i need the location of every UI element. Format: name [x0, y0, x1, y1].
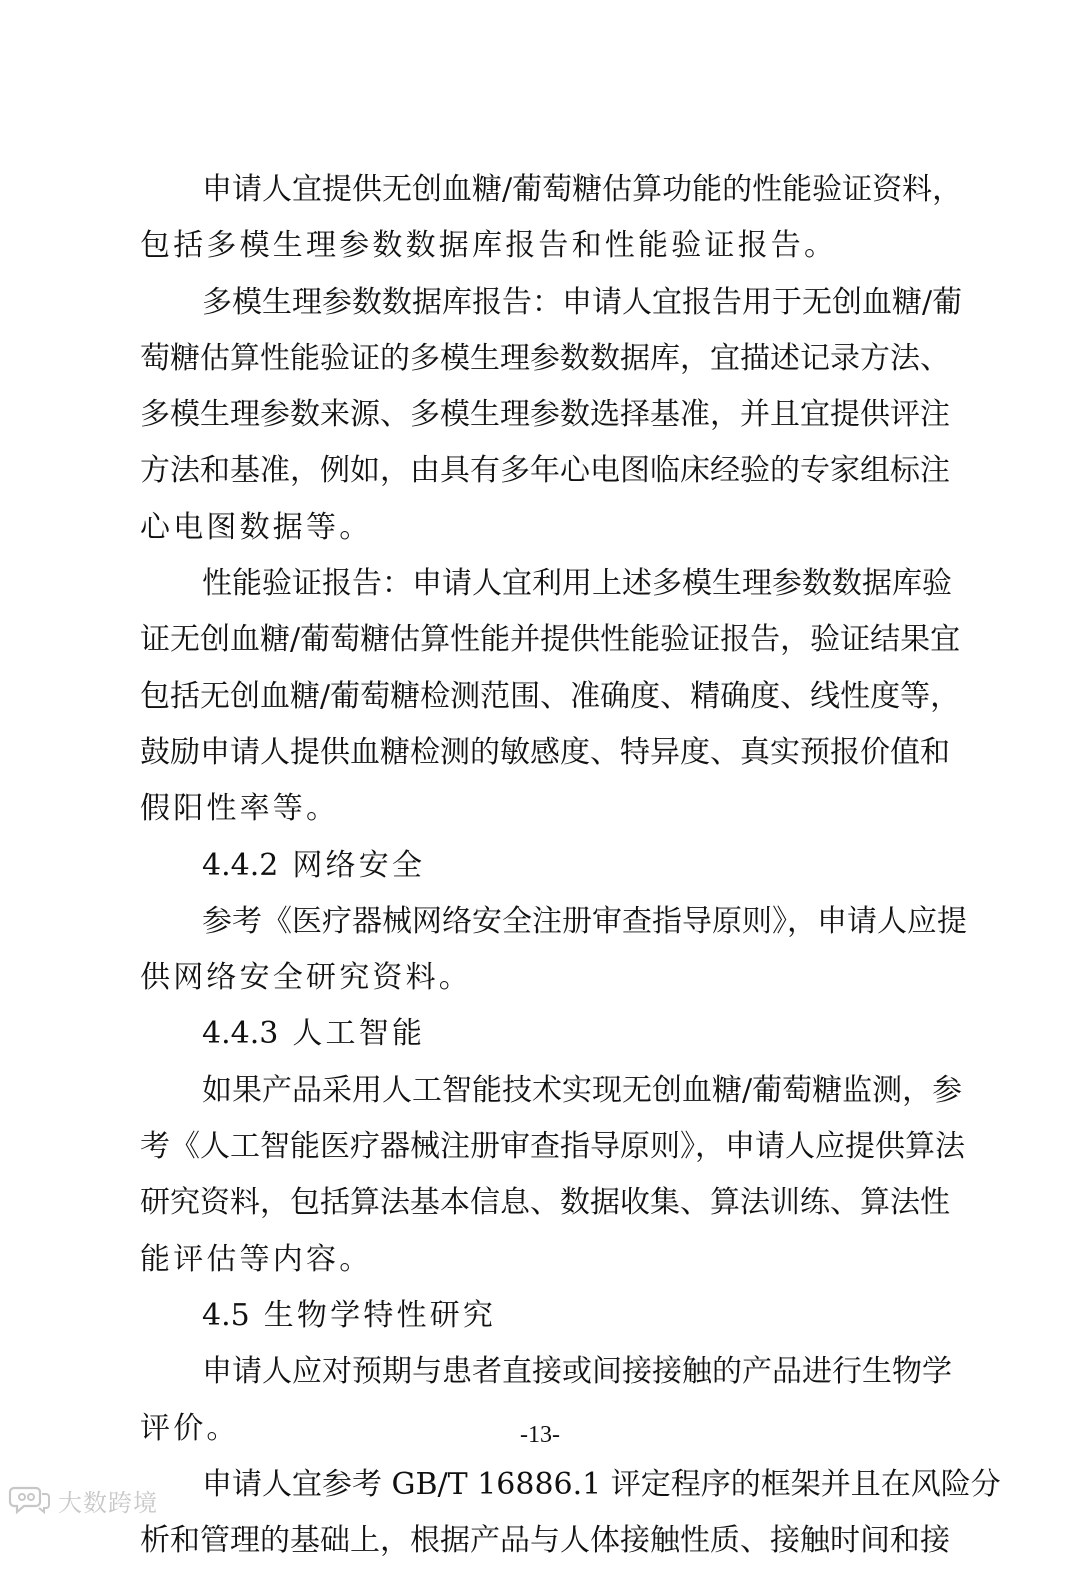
paragraph-line: 申请人宜提供无创血糖/葡萄糖估算功能的性能验证资料，: [202, 172, 963, 207]
paragraph-line: 申请人应对预期与患者直接或间接接触的产品进行生物学: [202, 1354, 952, 1390]
paragraph-line: 研究资料，包括算法基本信息、数据收集、算法训练、算法性: [140, 1185, 950, 1221]
section-title: 生物学特性研究: [263, 1297, 497, 1333]
paragraph-line: 参考《医疗器械网络安全注册审查指导原则》，申请人应提: [202, 903, 967, 939]
paragraph-line: 包括无创血糖/葡萄糖检测范围、准确度、精确度、线性度等，: [140, 678, 961, 714]
section-title: 网络安全: [292, 847, 426, 883]
watermark: [8, 1478, 158, 1522]
chat-bubble-logo-icon: [8, 1484, 52, 1516]
section-heading: [140, 838, 944, 894]
paragraph-line: 考《人工智能医疗器械注册审查指导原则》，申请人应提供算法: [140, 1129, 965, 1165]
paragraph-line: 多模生理参数数据库报告：申请人宜报告用于无创血糖/葡: [202, 284, 963, 320]
paragraph-line: 评价。: [140, 1410, 240, 1446]
paragraph-line: 萄糖估算性能验证的多模生理参数数据库，宜描述记录方法、: [140, 340, 950, 376]
paragraph-line: 能评估等内容。: [140, 1241, 373, 1277]
paragraph-line: 证无创血糖/葡萄糖估算性能并提供性能验证报告，验证结果宜: [140, 622, 961, 658]
paragraph-line: 析和管理的基础上，根据产品与人体接触性质、接触时间和接: [140, 1523, 950, 1559]
paragraph-line: 供网络安全研究资料。: [140, 960, 472, 996]
paragraph-line: 鼓励申请人提供血糖检测的敏感度、特异度、真实预报价值和: [140, 734, 950, 770]
section-heading: [140, 1006, 944, 1062]
section-number: 4.5: [202, 1297, 250, 1333]
paragraph-line: 申请人宜参考 GB/T 16886.1 评定程序的框架并且在风险分: [202, 1466, 1001, 1502]
section-number: 4.4.3: [202, 1016, 279, 1052]
paragraph-line: 性能验证报告：申请人宜利用上述多模生理参数数据库验: [202, 566, 952, 602]
paragraph-line: 假阳性率等。: [140, 791, 340, 827]
document-body: [140, 162, 1001, 1569]
paragraph-line: 多模生理参数来源、多模生理参数选择基准，并且宜提供评注: [140, 397, 950, 433]
section-title: 人工智能: [292, 1016, 426, 1052]
paragraph-line: 方法和基准，例如，由具有多年心电图临床经验的专家组标注: [140, 453, 950, 489]
paragraph-line: 如果产品采用人工智能技术实现无创血糖/葡萄糖监测，参: [202, 1072, 963, 1108]
paragraph-line: 包括多模生理参数数据库报告和性能验证报告。: [140, 228, 838, 264]
paragraph-line: 心电图数据等。: [140, 509, 373, 545]
page-number: -13-: [520, 1422, 560, 1448]
watermark-text: 大数跨境: [58, 1488, 158, 1517]
section-number: 4.4.2: [202, 847, 279, 883]
section-heading: [140, 1288, 944, 1344]
